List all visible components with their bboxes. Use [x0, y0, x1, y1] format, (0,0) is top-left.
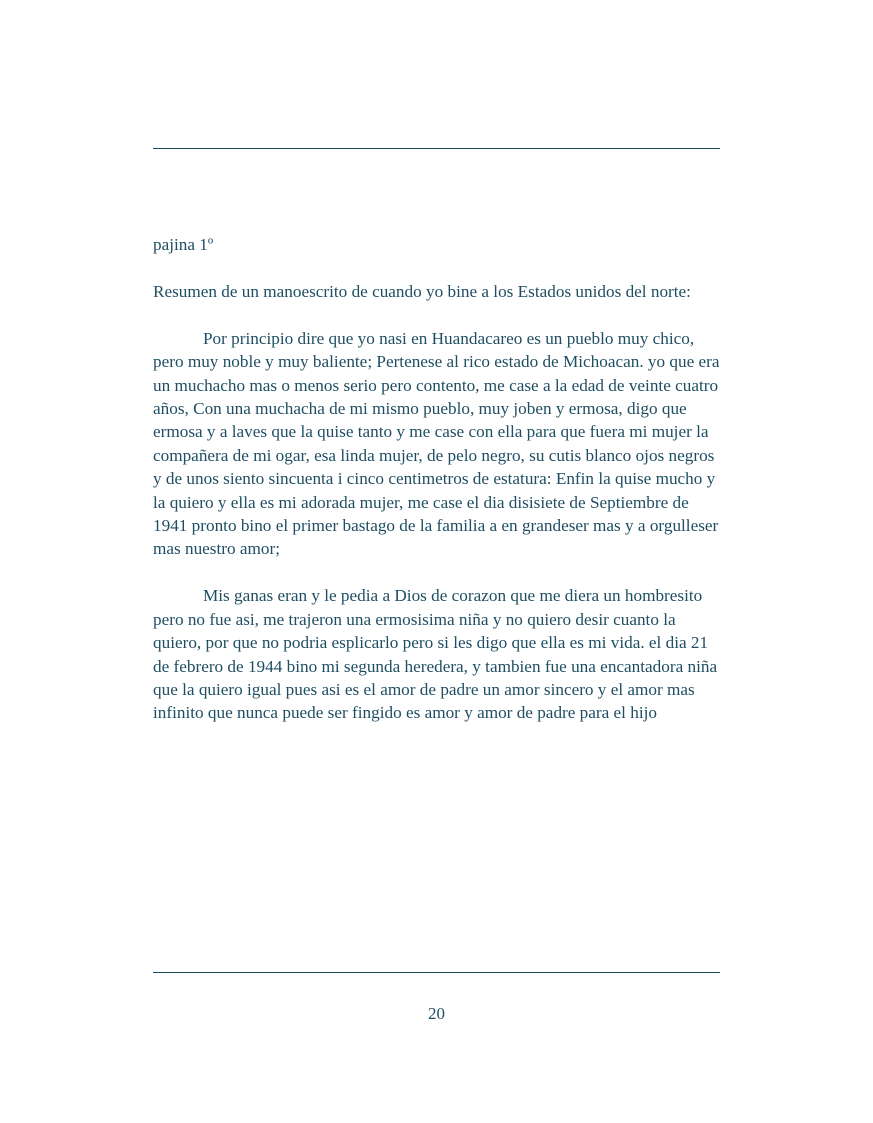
- page-number: 20: [428, 1004, 445, 1023]
- top-divider: [153, 148, 720, 149]
- bottom-divider: [153, 972, 720, 973]
- page-heading: pajina 1º: [153, 235, 214, 254]
- summary-line: Resumen de un manoescrito de cuando yo bine a los Estados unidos del norte:: [153, 281, 691, 301]
- paragraph-2: Mis ganas eran y le pedia a Dios de corazon que me diera un hombresito pero no fue asi, me trajeron una ermosisima niña y no quiero desir cuanto la quiero, por que no podria esplicarlo pero si les digo que ella es mi vida. el dia 21 de febrero de 1944 bino mi segunda heredera, y tambien fue una encantadora niña que la quiero igual pues asi es el amor de padre un amor sincero y el amor mas infinito que nunca puede ser fingido es amor y amor de padre para el hijo: [153, 586, 718, 723]
- manuscript-body: [153, 233, 724, 725]
- paragraph-1: Por principio dire que yo nasi en Huandacareo es un pueblo muy chico, pero muy noble y muy baliente; Pertenese al rico estado de Michoacan. yo que era un muchacho mas o menos serio pero contento, me case a la edad de veinte cuatro años, Con una muchacha de mi mismo pueblo, muy joben y ermosa, digo que ermosa y a laves que la quise tanto y me case con ella para que fuera mi mujer la compañera de mi ogar, esa linda mujer, de pelo negro, su cutis blanco ojos negros y de unos siento sincuenta i cinco centimetros de estatura: Enfin la quise mucho y la quiero y ella es mi adorada mujer, me case el dia disisiete de Septiembre de 1941 pronto bino el primer bastago de la familia a en grandeser mas y a orgulleser mas nuestro amor;: [153, 328, 720, 559]
